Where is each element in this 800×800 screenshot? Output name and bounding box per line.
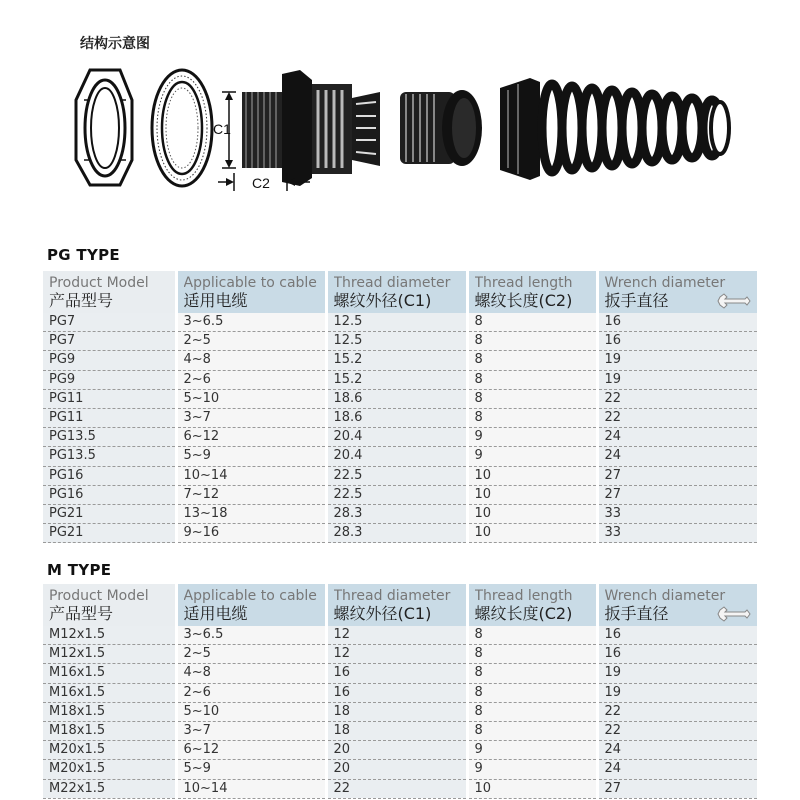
header-thread-diameter: Thread diameter 螺纹外径(C1)	[326, 271, 467, 313]
gland-body-illustration	[242, 70, 380, 186]
header-thread-diameter: Thread diameter 螺纹外径(C1)	[326, 584, 467, 626]
wrench-diameter-cell: 19	[597, 351, 758, 370]
thread-diameter-cell: 20.4	[326, 447, 467, 466]
cable-range-cell: 3~7	[176, 721, 326, 740]
product-model-cell: PG13.5	[43, 447, 176, 466]
thread-diameter-cell: 18.6	[326, 408, 467, 427]
table-header-row	[43, 271, 758, 313]
thread-diameter-cell: 20	[326, 760, 467, 779]
cable-range-cell: 5~9	[176, 447, 326, 466]
product-model-cell: M16x1.5	[43, 664, 176, 683]
product-model-cell: PG16	[43, 466, 176, 485]
cable-range-cell: 5~10	[176, 702, 326, 721]
table-row	[43, 741, 758, 760]
cable-range-cell: 2~5	[176, 645, 326, 664]
m-type-table	[43, 584, 760, 799]
thread-length-cell: 9	[467, 447, 597, 466]
table-row	[43, 721, 758, 740]
thread-diameter-cell: 18	[326, 702, 467, 721]
thread-diameter-cell: 28.3	[326, 524, 467, 543]
product-model-cell: M18x1.5	[43, 702, 176, 721]
product-model-cell: PG16	[43, 485, 176, 504]
thread-diameter-cell: 20.4	[326, 428, 467, 447]
product-model-cell: M16x1.5	[43, 683, 176, 702]
thread-diameter-cell: 12.5	[326, 313, 467, 332]
table-header-row	[43, 584, 758, 626]
header-wrench-diameter: Wrench diameter 扳手直径	[597, 584, 758, 626]
table-row	[43, 664, 758, 683]
cable-range-cell: 2~5	[176, 332, 326, 351]
cable-range-cell: 10~14	[176, 466, 326, 485]
product-model-cell: M22x1.5	[43, 779, 176, 798]
wrench-diameter-cell: 22	[597, 389, 758, 408]
product-model-cell: PG9	[43, 370, 176, 389]
wrench-diameter-cell: 22	[597, 702, 758, 721]
cable-range-cell: 3~6.5	[176, 626, 326, 645]
thread-length-cell: 8	[467, 408, 597, 427]
pg-type-title: PG TYPE	[47, 246, 120, 264]
header-applicable-cable: Applicable to cable 适用电缆	[176, 584, 326, 626]
strain-relief-cap-illustration	[500, 78, 729, 180]
wrench-diameter-cell: 22	[597, 408, 758, 427]
thread-length-cell: 8	[467, 313, 597, 332]
product-model-cell: PG7	[43, 313, 176, 332]
header-wrench-diameter: Wrench diameter 扳手直径	[597, 271, 758, 313]
cable-range-cell: 13~18	[176, 504, 326, 523]
header-product-model: Product Model 产品型号	[43, 271, 176, 313]
product-model-cell: M20x1.5	[43, 760, 176, 779]
thread-diameter-cell: 15.2	[326, 370, 467, 389]
header-product-model: Product Model 产品型号	[43, 584, 176, 626]
cable-range-cell: 5~10	[176, 389, 326, 408]
product-model-cell: PG11	[43, 389, 176, 408]
thread-diameter-cell: 16	[326, 664, 467, 683]
seal-insert-illustration	[400, 90, 482, 166]
table-row	[43, 428, 758, 447]
thread-length-cell: 8	[467, 721, 597, 740]
product-model-cell: PG9	[43, 351, 176, 370]
cable-range-cell: 7~12	[176, 485, 326, 504]
header-applicable-cable: Applicable to cable 适用电缆	[176, 271, 326, 313]
thread-length-cell: 8	[467, 351, 597, 370]
thread-diameter-cell: 18	[326, 721, 467, 740]
wrench-diameter-cell: 27	[597, 466, 758, 485]
thread-diameter-cell: 22.5	[326, 466, 467, 485]
thread-diameter-cell: 22.5	[326, 485, 467, 504]
c1-label: C1	[213, 121, 231, 137]
cable-range-cell: 2~6	[176, 370, 326, 389]
thread-length-cell: 9	[467, 428, 597, 447]
c1-dimension	[213, 92, 236, 168]
wrench-diameter-cell: 27	[597, 779, 758, 798]
thread-length-cell: 10	[467, 524, 597, 543]
wrench-diameter-cell: 22	[597, 721, 758, 740]
cable-range-cell: 5~9	[176, 760, 326, 779]
cable-range-cell: 6~12	[176, 741, 326, 760]
table-row	[43, 408, 758, 427]
thread-diameter-cell: 18.6	[326, 389, 467, 408]
thread-diameter-cell: 12	[326, 626, 467, 645]
cable-range-cell: 9~16	[176, 524, 326, 543]
wrench-diameter-cell: 33	[597, 504, 758, 523]
table-row	[43, 645, 758, 664]
wrench-icon	[717, 606, 751, 622]
thread-length-cell: 10	[467, 779, 597, 798]
table-row	[43, 524, 758, 543]
table-row	[43, 683, 758, 702]
cable-range-cell: 6~12	[176, 428, 326, 447]
wrench-diameter-cell: 16	[597, 313, 758, 332]
diagram-title: 结构示意图	[80, 36, 150, 52]
table-row	[43, 447, 758, 466]
thread-diameter-cell: 22	[326, 779, 467, 798]
wrench-diameter-cell: 24	[597, 760, 758, 779]
header-thread-length: Thread length 螺纹长度(C2)	[467, 584, 597, 626]
table-row	[43, 504, 758, 523]
thread-length-cell: 8	[467, 626, 597, 645]
wrench-diameter-cell: 19	[597, 370, 758, 389]
product-model-cell: PG21	[43, 524, 176, 543]
thread-length-cell: 8	[467, 702, 597, 721]
thread-length-cell: 8	[467, 389, 597, 408]
wrench-diameter-cell: 16	[597, 332, 758, 351]
thread-diameter-cell: 12.5	[326, 332, 467, 351]
thread-length-cell: 10	[467, 485, 597, 504]
product-model-cell: PG11	[43, 408, 176, 427]
thread-diameter-cell: 20	[326, 741, 467, 760]
c2-label: C2	[252, 175, 270, 191]
wrench-diameter-cell: 24	[597, 428, 758, 447]
wrench-icon	[717, 293, 751, 309]
product-model-cell: M18x1.5	[43, 721, 176, 740]
table-row	[43, 389, 758, 408]
cable-range-cell: 2~6	[176, 683, 326, 702]
m-type-title: M TYPE	[47, 561, 112, 579]
cable-range-cell: 3~6.5	[176, 313, 326, 332]
table-row	[43, 485, 758, 504]
wrench-diameter-cell: 24	[597, 741, 758, 760]
pg-type-table	[43, 271, 760, 543]
thread-length-cell: 8	[467, 645, 597, 664]
structure-diagram	[60, 60, 760, 200]
product-model-cell: M12x1.5	[43, 626, 176, 645]
cable-range-cell: 4~8	[176, 351, 326, 370]
thread-diameter-cell: 28.3	[326, 504, 467, 523]
thread-length-cell: 8	[467, 370, 597, 389]
table-row	[43, 626, 758, 645]
table-row	[43, 466, 758, 485]
product-model-cell: PG13.5	[43, 428, 176, 447]
product-model-cell: PG21	[43, 504, 176, 523]
washer-illustration	[152, 70, 212, 186]
wrench-diameter-cell: 19	[597, 683, 758, 702]
thread-length-cell: 9	[467, 760, 597, 779]
header-thread-length: Thread length 螺纹长度(C2)	[467, 271, 597, 313]
thread-length-cell: 9	[467, 741, 597, 760]
wrench-diameter-cell: 16	[597, 626, 758, 645]
cable-range-cell: 10~14	[176, 779, 326, 798]
thread-length-cell: 8	[467, 332, 597, 351]
thread-length-cell: 10	[467, 504, 597, 523]
thread-length-cell: 8	[467, 664, 597, 683]
table-row	[43, 702, 758, 721]
thread-diameter-cell: 12	[326, 645, 467, 664]
product-model-cell: M12x1.5	[43, 645, 176, 664]
thread-length-cell: 10	[467, 466, 597, 485]
product-model-cell: M20x1.5	[43, 741, 176, 760]
table-row	[43, 351, 758, 370]
thread-diameter-cell: 15.2	[326, 351, 467, 370]
table-row	[43, 370, 758, 389]
hex-nut-illustration	[76, 70, 132, 185]
cable-range-cell: 3~7	[176, 408, 326, 427]
thread-diameter-cell: 16	[326, 683, 467, 702]
wrench-diameter-cell: 19	[597, 664, 758, 683]
table-row	[43, 779, 758, 798]
wrench-diameter-cell: 24	[597, 447, 758, 466]
table-row	[43, 313, 758, 332]
table-row	[43, 760, 758, 779]
cable-range-cell: 4~8	[176, 664, 326, 683]
product-model-cell: PG7	[43, 332, 176, 351]
wrench-diameter-cell: 27	[597, 485, 758, 504]
thread-length-cell: 8	[467, 683, 597, 702]
table-row	[43, 332, 758, 351]
wrench-diameter-cell: 33	[597, 524, 758, 543]
wrench-diameter-cell: 16	[597, 645, 758, 664]
